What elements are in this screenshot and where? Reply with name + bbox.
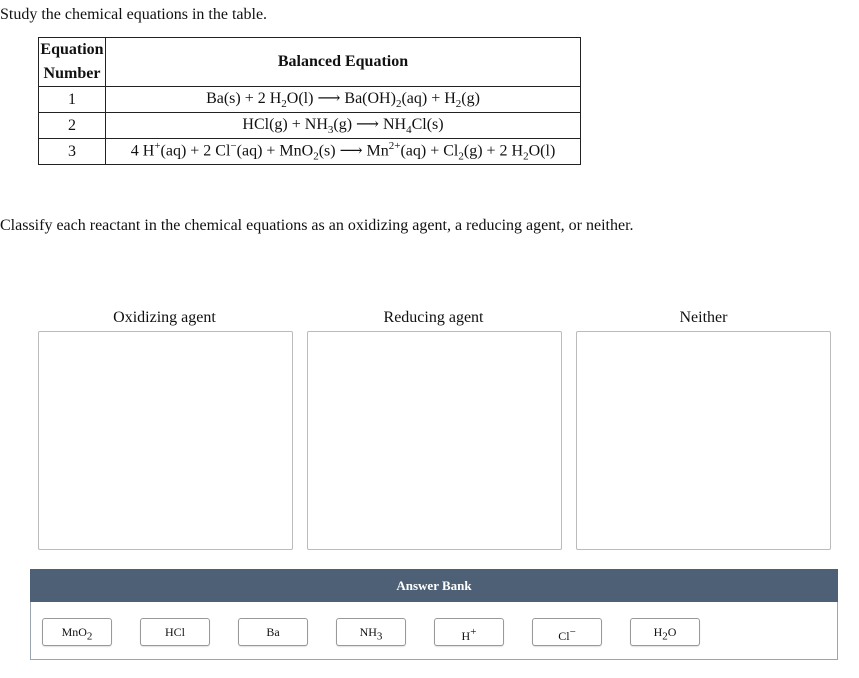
header-balanced-equation: Balanced Equation [106,38,581,87]
equation-number: 1 [39,87,106,113]
equation-2: $HCl(g) + NH_3(g)$ ⟶ $NH_4Cl(s)$ [106,113,581,139]
instruction-text: Classify each reactant in the chemical equations as an oxidizing agent, a reducing agent, or neither. [0,217,634,234]
equation-number: 2 [39,113,106,139]
chip-hcl[interactable]: HCl [140,618,210,646]
intro-text: Study the chemical equations in the table. [0,6,268,23]
equation-number: 3 [39,139,106,165]
neither-dropzone[interactable] [576,331,831,550]
answer-bank [30,602,838,660]
chip-cl-minus[interactable]: Cl− [532,618,602,646]
chip-mno2[interactable]: MnO$_2$ [42,618,112,646]
chip-ba[interactable]: Ba [238,618,308,646]
chip-h-plus[interactable]: H+ [434,618,504,646]
header-equation-number: Equation Number [39,38,106,87]
table-row [39,113,581,139]
answer-bank-header: Answer Bank [30,569,838,602]
oxidizing-agent-label: Oxidizing agent [113,309,216,326]
reducing-agent-label: Reducing agent [383,309,484,326]
chip-h2o[interactable]: $H_2O$ [630,618,700,646]
equation-1: Ba(s) + 2 $H_2O(l)$ ⟶ $Ba(OH)_2(aq) + H_2(g)$ [106,87,581,113]
chip-nh3[interactable]: $NH_3$ [336,618,406,646]
equations-table [38,37,581,165]
reducing-agent-dropzone[interactable] [307,331,562,550]
oxidizing-agent-dropzone[interactable] [38,331,293,550]
neither-label: Neither [679,309,728,326]
table-row [39,139,581,165]
table-row [39,87,581,113]
equation-3: 4 H+(aq) + 2 Cl−(aq) + MnO$_2$(s) ⟶ $Mn^{2+}(aq) + Cl_2(g) + 2$ $H_2O(l)$ [106,139,581,165]
